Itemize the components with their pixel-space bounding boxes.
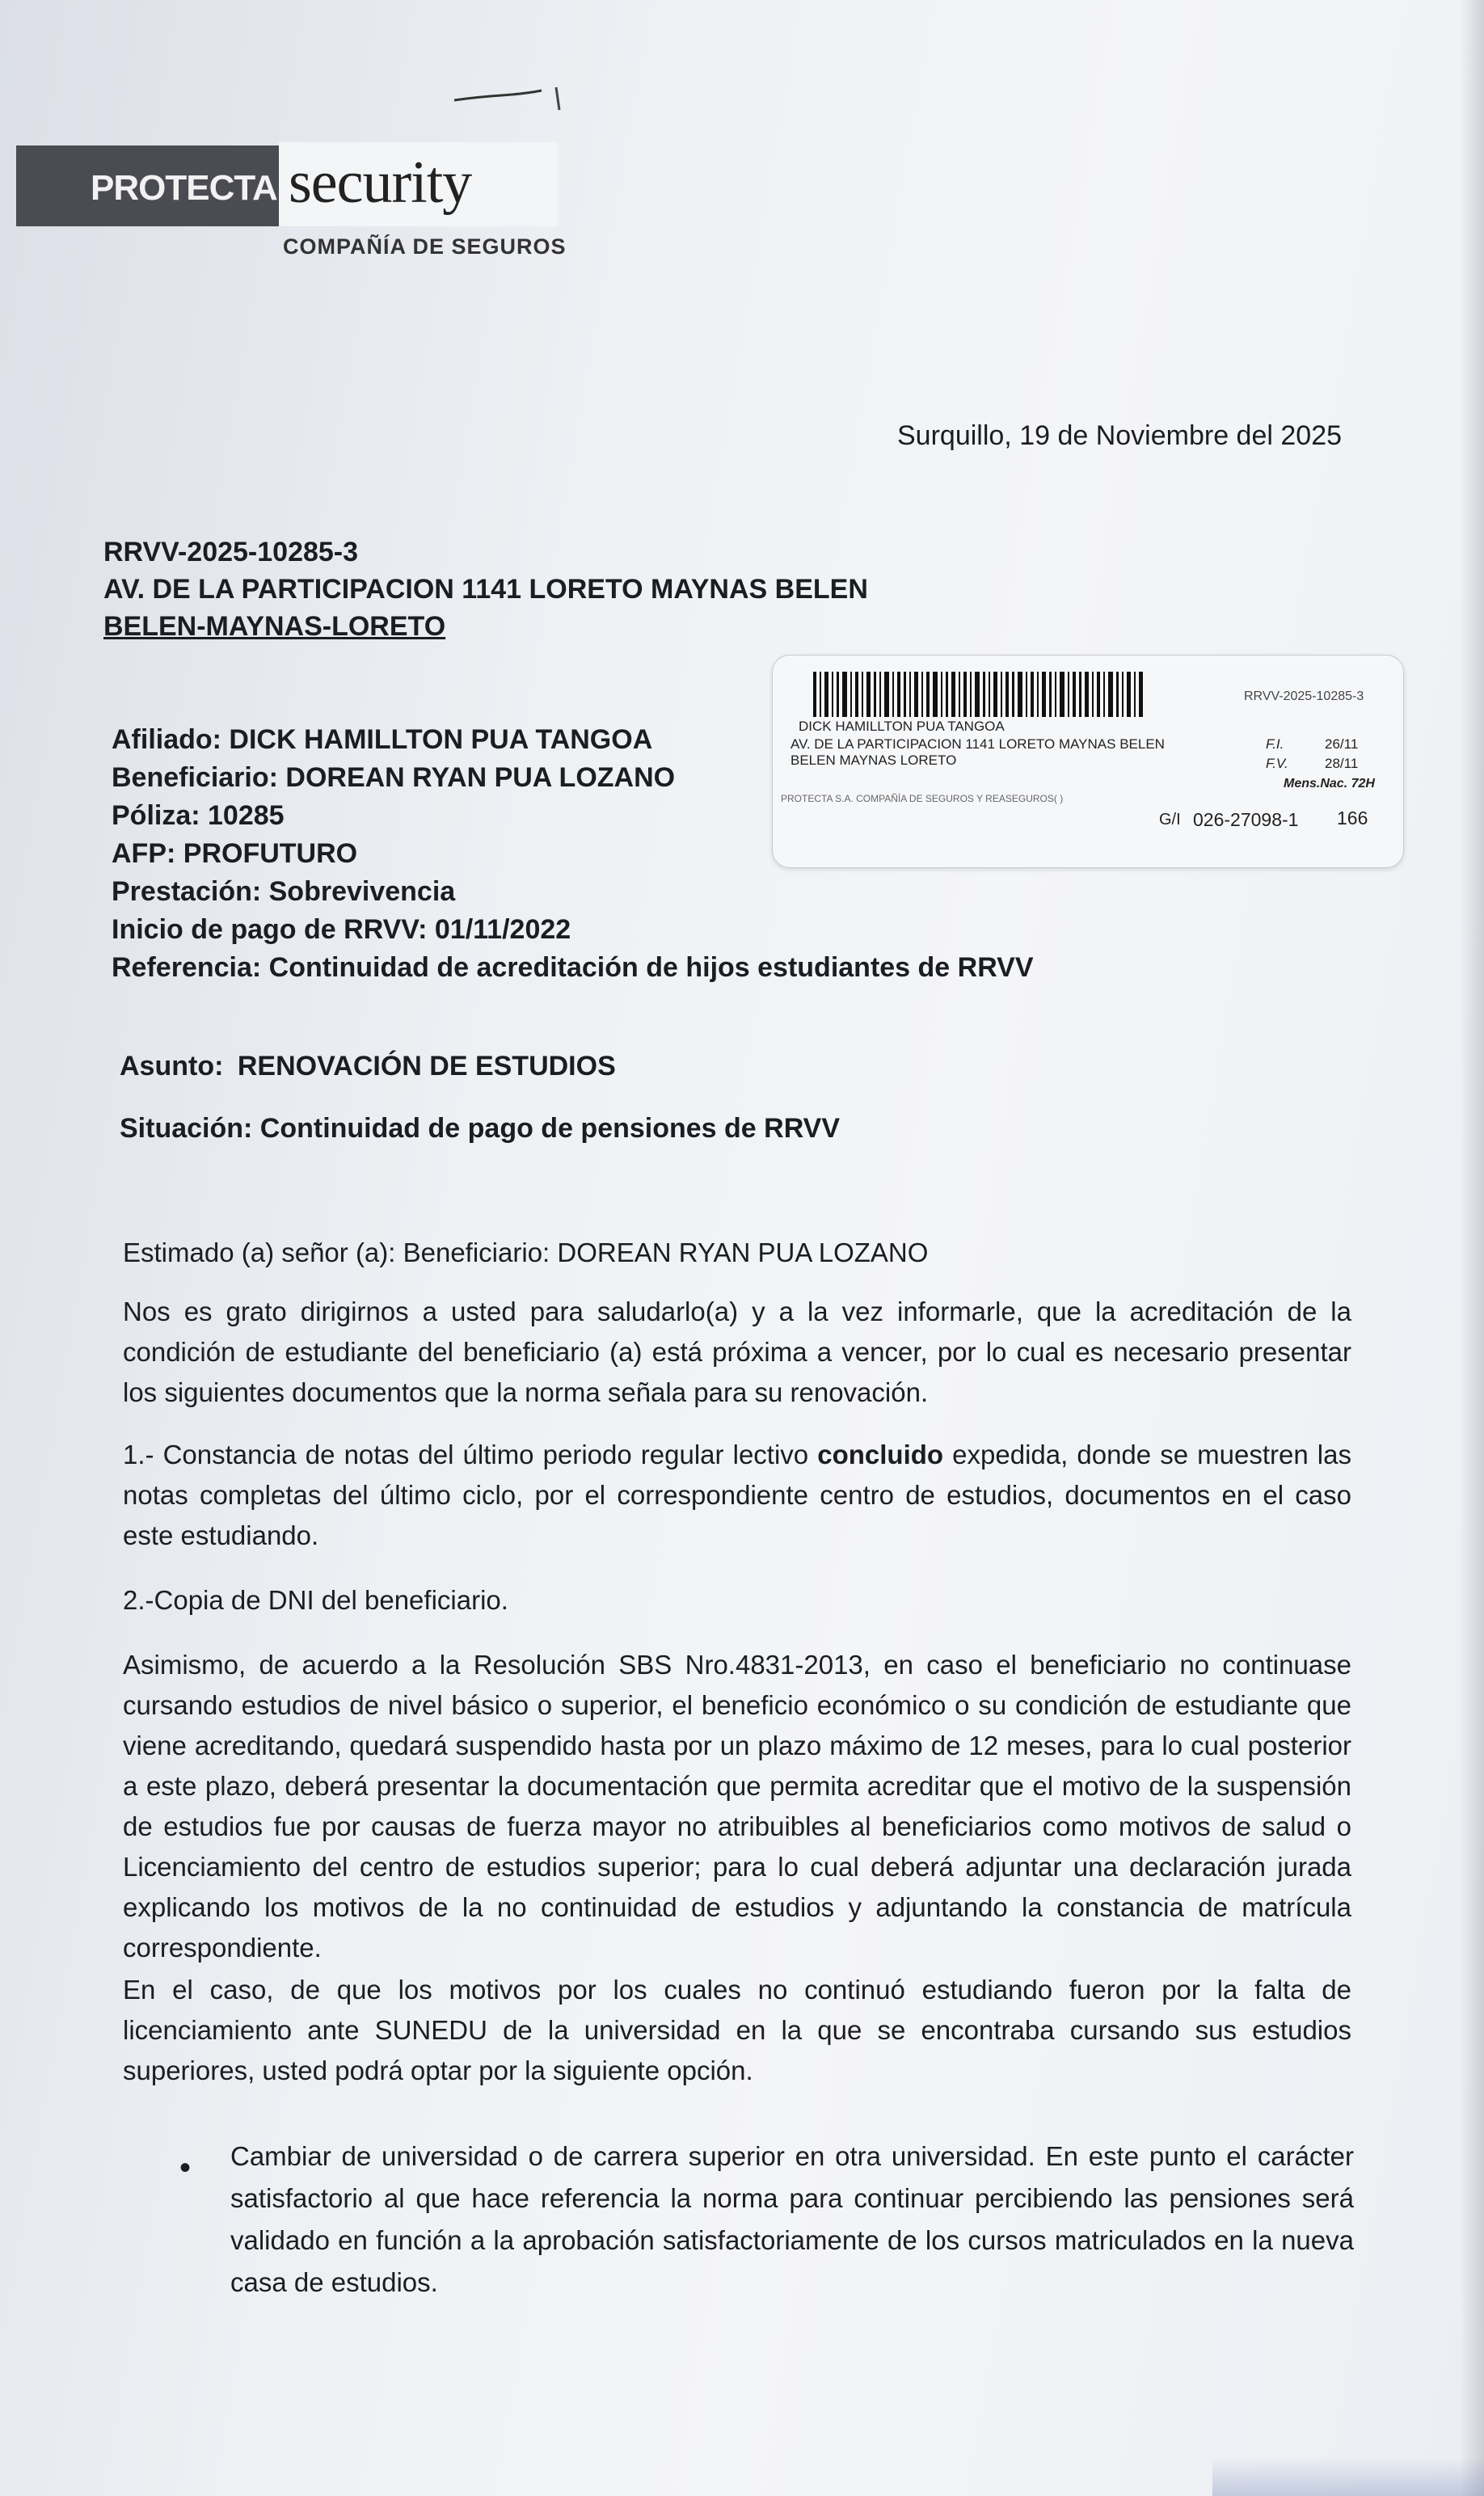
item1-text-end: expedida, donde se muestren las notas completas del último ciclo, por el correspondiente centro de estudios, documentos en el caso este estudiando. bbox=[123, 1440, 1351, 1550]
subject-line bbox=[120, 1051, 616, 1082]
item1-bold-word: concluido bbox=[817, 1440, 944, 1469]
label-code: RRVV-2025-10285-3 bbox=[1244, 689, 1364, 703]
logo-band bbox=[16, 145, 540, 226]
detail-poliza: Póliza: 10285 bbox=[112, 800, 285, 831]
detail-prestacion: Prestación: Sobrevivencia bbox=[112, 876, 456, 907]
policy-details bbox=[112, 721, 1034, 987]
greeting: Estimado (a) señor (a): Beneficiario: DOREAN RYAN PUA LOZANO bbox=[123, 1237, 929, 1267]
logo-product-box bbox=[279, 142, 558, 226]
label-guide-count: 166 bbox=[1337, 807, 1368, 828]
detail-afiliado: Afiliado: DICK HAMILLTON PUA TANGOA bbox=[112, 724, 653, 755]
page-edge-shadow bbox=[1460, 0, 1484, 2496]
label-address1: AV. DE LA PARTICIPACION 1141 LORETO MAYNAS BELEN bbox=[790, 736, 1165, 752]
subject-label: Asunto: bbox=[120, 1051, 224, 1081]
letter-date: Surquillo, 19 de Noviembre del 2025 bbox=[897, 420, 1343, 451]
label-guide-label: G/I bbox=[1159, 811, 1181, 828]
handwritten-mark bbox=[453, 81, 566, 113]
label-fv-label: F.V. bbox=[1266, 756, 1288, 771]
item1-text-start: 1.- Constancia de notas del último periodo regular lectivo bbox=[123, 1440, 818, 1469]
detail-inicio: Inicio de pago de RRVV: 01/11/2022 bbox=[112, 914, 571, 945]
logo-product: security bbox=[289, 150, 472, 216]
bullet-dot-icon: • bbox=[179, 2150, 192, 2186]
label-fi-value: 26/11 bbox=[1325, 736, 1359, 752]
requirement-item-2: 2.-Copia de DNI del beneficiario. bbox=[123, 1585, 508, 1615]
label-fi-label: F.I. bbox=[1266, 736, 1284, 752]
reference-district: BELEN-MAYNAS-LORETO bbox=[103, 611, 446, 642]
logo-tagline: COMPAÑÍA DE SEGUROS bbox=[283, 234, 567, 259]
label-sender: PROTECTA S.A. COMPAÑÍA DE SEGUROS Y REASEGUROS( ) bbox=[781, 793, 1064, 804]
label-fv-value: 28/11 bbox=[1325, 756, 1359, 771]
reference-code: RRVV-2025-10285-3 bbox=[103, 537, 359, 567]
situation-line: Situación: Continuidad de pago de pensiones de RRVV bbox=[120, 1113, 841, 1144]
paragraph-intro: Nos es grato dirigirnos a usted para saludarlo(a) y a la vez informarle, que la acreditación de la condición de estudiante del beneficiario (a) está próxima a vencer, por lo cual es necesario presentar los siguientes documentos que la norma señala para su renovación. bbox=[123, 1296, 1351, 1407]
detail-afp: AFP: PROFUTURO bbox=[112, 838, 358, 869]
logo-brand: PROTECTA bbox=[91, 168, 277, 208]
page-bottom-shadow bbox=[1212, 2457, 1484, 2496]
detail-referencia: Referencia: Continuidad de acreditación de hijos estudiantes de RRVV bbox=[112, 952, 1034, 983]
label-service: Mens.Nac. 72H bbox=[1284, 777, 1375, 791]
bullet-option-1: Cambiar de universidad o de carrera superior en otra universidad. En este punto el carácter satisfactorio al que hace referencia la norma para continuar percibiendo las pensiones será validado en función a la aprobación satisfactoriamente de los cursos matriculados en la nueva casa de estudios. bbox=[230, 2141, 1354, 2297]
reference-block bbox=[103, 533, 868, 645]
label-address2: BELEN MAYNAS LORETO bbox=[790, 753, 957, 768]
subject-value: RENOVACIÓN DE ESTUDIOS bbox=[237, 1051, 616, 1081]
label-name: DICK HAMILLTON PUA TANGOA bbox=[799, 719, 1005, 734]
company-logo bbox=[16, 145, 567, 259]
reference-address: AV. DE LA PARTICIPACION 1141 LORETO MAYNAS BELEN bbox=[103, 574, 868, 605]
label-guide-number: 026-27098-1 bbox=[1193, 809, 1299, 830]
detail-beneficiario: Beneficiario: DOREAN RYAN PUA LOZANO bbox=[112, 762, 676, 793]
paragraph-resolution: Asimismo, de acuerdo a la Resolución SBS Nro.4831-2013, en caso el beneficiario no continuase cursando estudios de nivel básico o superior, el beneficio económico o su condición de estudiante que viene acreditando, quedará suspendido hasta por un plazo máximo de 12 meses, para lo cual posterior a este plazo, deberá presentar la documentación que permita acreditar que el motivo de la suspensión de estudios fue por causas de fuerza mayor no atribuibles al beneficiarios como motivos de salud o Licenciamiento del centro de estudios superior; para lo cual deberá adjuntar una declaración jurada explicando los motivos de la no continuidad de estudios y adjuntando la constancia de matrícula correspondiente. bbox=[123, 1650, 1351, 1963]
paragraph-sunedu: En el caso, de que los motivos por los cuales no continuó estudiando fueron por la falta de licenciamiento ante SUNEDU de la universidad en la que se encontraba cursando sus estudios superiores, usted podrá optar por la siguiente opción. bbox=[123, 1975, 1351, 2085]
barcode-icon bbox=[813, 672, 1145, 717]
requirement-item-1 bbox=[123, 1435, 1351, 1556]
